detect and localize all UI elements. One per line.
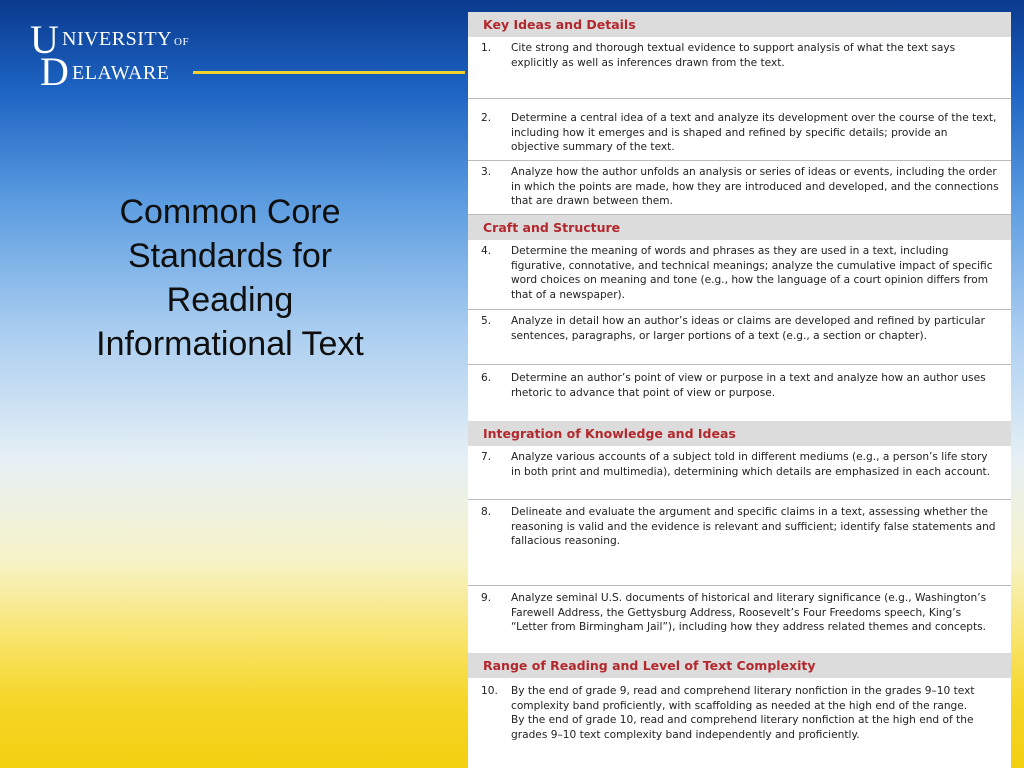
standard-item-6 [468, 365, 1011, 421]
logo-line-delaware: ELAWARE [72, 62, 170, 84]
university-of-delaware-logo [30, 17, 190, 94]
standard-item-4 [468, 240, 1011, 310]
logo-initial-d: D [40, 49, 69, 94]
standard-item-10 [468, 678, 1011, 768]
slide-title-line-2: Standards for [127, 237, 333, 275]
standard-number: 9. [481, 592, 492, 604]
logo-underline-rule [193, 71, 465, 74]
standard-number: 2. [481, 112, 492, 124]
slide-title-line-1: Common Core [119, 193, 341, 231]
standard-number: 10. [481, 685, 498, 697]
standard-number: 8. [481, 506, 492, 518]
logo-line-of: OF [174, 36, 190, 48]
section-heading-range-of-reading: Range of Reading and Level of Text Complexity [468, 653, 1011, 678]
standard-text: Determine the meaning of words and phrases as they are used in a text, including figurative, connotative, and technical meanings; analyze the cumulative impact of specific word choices on meaning and tone (e.g., how the language of a court opinion differs from that of a newspaper). [511, 245, 993, 301]
standard-text: Analyze how the author unfolds an analysis or series of ideas or events, including the order in which the points are made, how they are introduced and developed, and the connections that are drawn between them. [511, 166, 999, 207]
standard-item-7 [468, 446, 1011, 500]
standard-text: Analyze seminal U.S. documents of historical and literary significance (e.g., Washington’s Farewell Address, the Gettysburg Address, Roosevelt’s Four Freedoms speech, King’s “Letter from Birmingham Jail”), including how they address related themes and concepts. [511, 592, 987, 633]
standard-item-2 [468, 99, 1011, 161]
standard-text-continued: By the end of grade 10, read and comprehend literary nonfiction at the high end of the grades 9–10 text complexity band independently and proficiently. [511, 714, 974, 741]
standard-number: 4. [481, 245, 492, 257]
standard-text: By the end of grade 9, read and comprehend literary nonfiction in the grades 9–10 text complexity band proficiently, with scaffolding as needed at the high end of the range. [511, 685, 975, 712]
standard-item-9 [468, 586, 1011, 653]
section-heading-craft-structure: Craft and Structure [468, 215, 1011, 240]
standard-number: 1. [481, 42, 492, 54]
standard-text: Delineate and evaluate the argument and specific claims in a text, assessing whether the reasoning is valid and the evidence is relevant and sufficient; identify false statements and fallacious reasoning. [511, 506, 996, 547]
standard-item-8 [468, 500, 1011, 586]
standard-item-5 [468, 310, 1011, 365]
standard-number: 7. [481, 451, 492, 463]
section-heading-integration: Integration of Knowledge and Ideas [468, 421, 1011, 446]
standard-text: Determine an author’s point of view or purpose in a text and analyze how an author uses rhetoric to advance that point of view or purpose. [511, 372, 986, 399]
section-heading-key-ideas: Key Ideas and Details [468, 12, 1011, 37]
standards-table [468, 12, 1011, 768]
slide-title-line-3: Reading [166, 281, 294, 319]
standard-number: 5. [481, 315, 492, 327]
standard-item-3 [468, 161, 1011, 215]
standard-item-1 [468, 37, 1011, 99]
logo-line-university: NIVERSITY OF [62, 28, 190, 50]
standard-text: Cite strong and thorough textual evidence to support analysis of what the text says explicitly as well as inferences drawn from the text. [511, 42, 956, 69]
standard-text: Analyze in detail how an author’s ideas or claims are developed and refined by particular sentences, paragraphs, or larger portions of a text (e.g., a section or chapter). [511, 315, 986, 342]
standard-number: 3. [481, 166, 492, 178]
slide-title [40, 190, 420, 366]
slide-title-line-4: Informational Text [96, 325, 364, 363]
standard-text: Determine a central idea of a text and analyze its development over the course of the text, including how it emerges and is shaped and refined by specific details; provide an objective summary of the text. [511, 112, 997, 153]
standard-text: Analyze various accounts of a subject told in different mediums (e.g., a person’s life story in both print and multimedia), determining which details are emphasized in each account. [511, 451, 991, 478]
logo-initial-u: U [30, 17, 59, 62]
standard-number: 6. [481, 372, 492, 384]
